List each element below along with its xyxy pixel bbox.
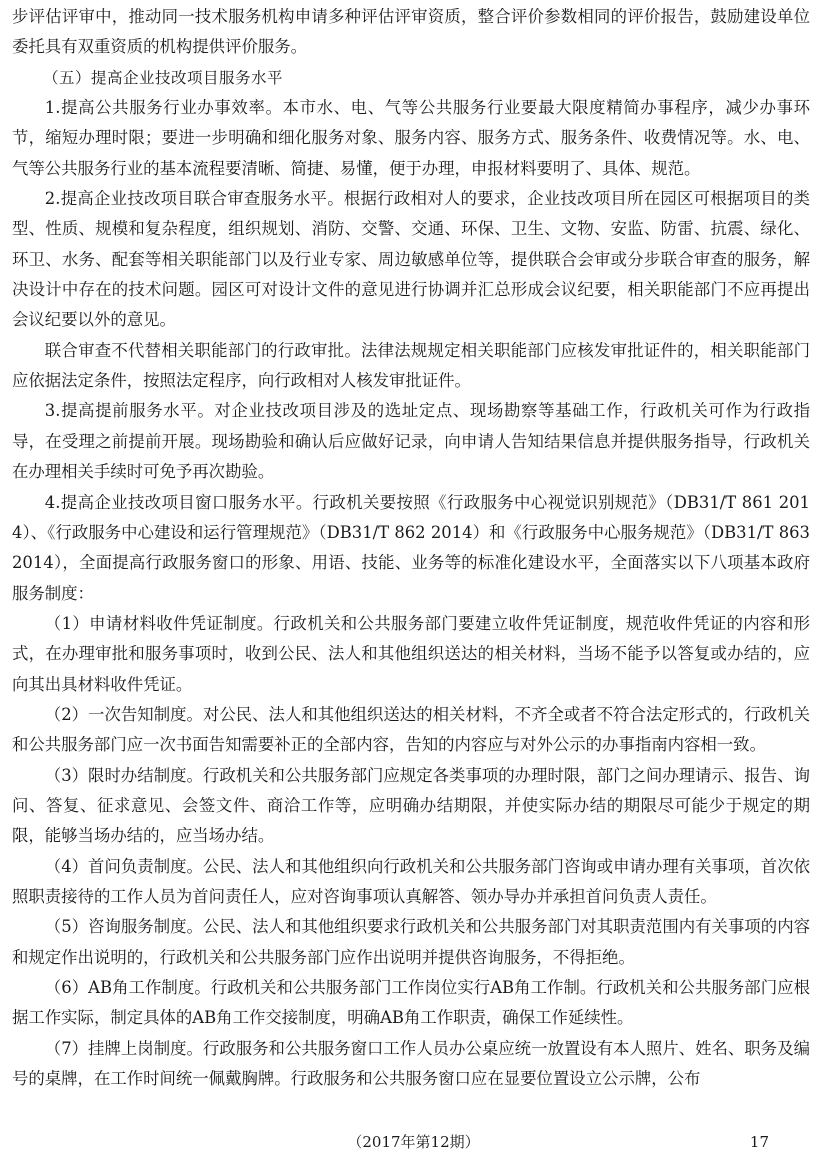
system-2-paragraph: （2）一次告知制度。对公民、法人和其他组织送达的相关材料，不齐全或者不符合法定形式的，行政机关和公共服务部门应一次书面告知需要补正的全部内容，告知的内容应与对外公示的办事指南内容相一致。 bbox=[12, 704, 810, 755]
system-6-paragraph: （6）AB角工作制度。行政机关和公共服务部门工作岗位实行AB角工作制。行政机关和公共服务部门应根据工作实际，制定具体的AB角工作交接制度，明确AB角工作职责，确保工作延续性。 bbox=[12, 978, 810, 1028]
system-4-paragraph: （4）首问负责制度。公民、法人和其他组织向行政机关和公共服务部门咨询或申请办理有关事项，首次依照职责接待的工作人员为首问责任人，应对咨询事项认真解答、领办导办并承担首问负责人责任。 bbox=[12, 856, 810, 906]
item-2-paragraph: 2.提高企业技改项目联合审查服务水平。根据行政相对人的要求，企业技改项目所在园区可根据项目的类型、性质、规模和复杂程度，组织规划、消防、交警、交通、环保、卫生、文物、安监、防雷、抗震、绿化、环卫、水务、配套等相关职能部门以及行业专家、周边敏感单位等，提供联合会审或分步联合审查的服务，解决设计中存在的技术问题。园区可对设计文件的意见进行协调并汇总形成会议纪要，相关职能部门不应再提出会议纪要以外的意见。 bbox=[12, 189, 810, 330]
item-2-note-paragraph: 联合审查不代替相关职能部门的行政审批。法律法规规定相关职能部门应核发审批证件的，相关职能部门应依据法定条件，按照法定程序，向行政相对人核发审批证件。 bbox=[12, 340, 810, 391]
system-1-paragraph: （1）申请材料收件凭证制度。行政机关和公共服务部门要建立收件凭证制度，规范收件凭证的内容和形式，在办理审批和服务事项时，收到公民、法人和其他组织送达的相关材料，当场不能予以答复或办结的，应向其出具材料收件凭证。 bbox=[12, 613, 810, 694]
system-3-paragraph: （3）限时办结制度。行政机关和公共服务部门应规定各类事项的办理时限，部门之间办理请示、报告、询问、答复、征求意见、会签文件、商洽工作等，应明确办结期限，并使实际办结的期限尽可能少于规定的期限，能够当场办结的，应当场办结。 bbox=[12, 765, 810, 846]
page-number: 17 bbox=[749, 1133, 769, 1151]
section-5-heading: （五）提高企业技改项目服务水平 bbox=[43, 68, 284, 87]
item-1-paragraph: 1.提高公共服务行业办事效率。本市水、电、气等公共服务行业要最大限度精简办事程序，减少办事环节，缩短办理时限；要进一步明确和细化服务对象、服务内容、服务方式、服务条件、收费情况等。水、电、气等公共服务行业的基本流程要清晰、简捷、易懂，便于办理，申报材料要明了、具体、规范。 bbox=[12, 98, 810, 178]
intro-continuation-paragraph: 步评估评审中，推动同一技术服务机构申请多种评估评审资质，整合评价参数相同的评价报告，鼓励建设单位委托具有双重资质的机构提供评价服务。 bbox=[12, 7, 810, 57]
document-body bbox=[12, 2, 810, 1094]
page-footer bbox=[0, 1128, 827, 1156]
system-5-paragraph: （5）咨询服务制度。公民、法人和其他组织要求行政机关和公共服务部门对其职责范围内有关事项的内容和规定作出说明的，行政机关和公共服务部门应作出说明并提供咨询服务，不得拒绝。 bbox=[12, 917, 810, 967]
item-4-paragraph: 4.提高企业技改项目窗口服务水平。行政机关要按照《行政服务中心视觉识别规范》（DB31/T 861 2014）、《行政服务中心建设和运行管理规范》（DB31/T 862 2014）和《行政服务中心服务规范》（DB31/T 863 2014），全面提高行政服务窗口的形象、用语、技能、业务等的标准化建设水平，全面落实以下八项基本政府服务制度： bbox=[12, 492, 810, 603]
issue-label: （2017年第12期） bbox=[347, 1133, 480, 1151]
system-7-paragraph: （7）挂牌上岗制度。行政服务和公共服务窗口工作人员办公桌应统一放置设有本人照片、姓名、职务及编号的桌牌，在工作时间统一佩戴胸牌。行政服务和公共服务窗口应在显要位置设立公示牌，公布 bbox=[12, 1038, 810, 1089]
item-3-paragraph: 3.提高提前服务水平。对企业技改项目涉及的选址定点、现场勘察等基础工作，行政机关可作为行政指导，在受理之前提前开展。现场勘验和确认后应做好记录，向申请人告知结果信息并提供服务指导，行政机关在办理相关手续时可免予再次勘验。 bbox=[12, 401, 810, 482]
